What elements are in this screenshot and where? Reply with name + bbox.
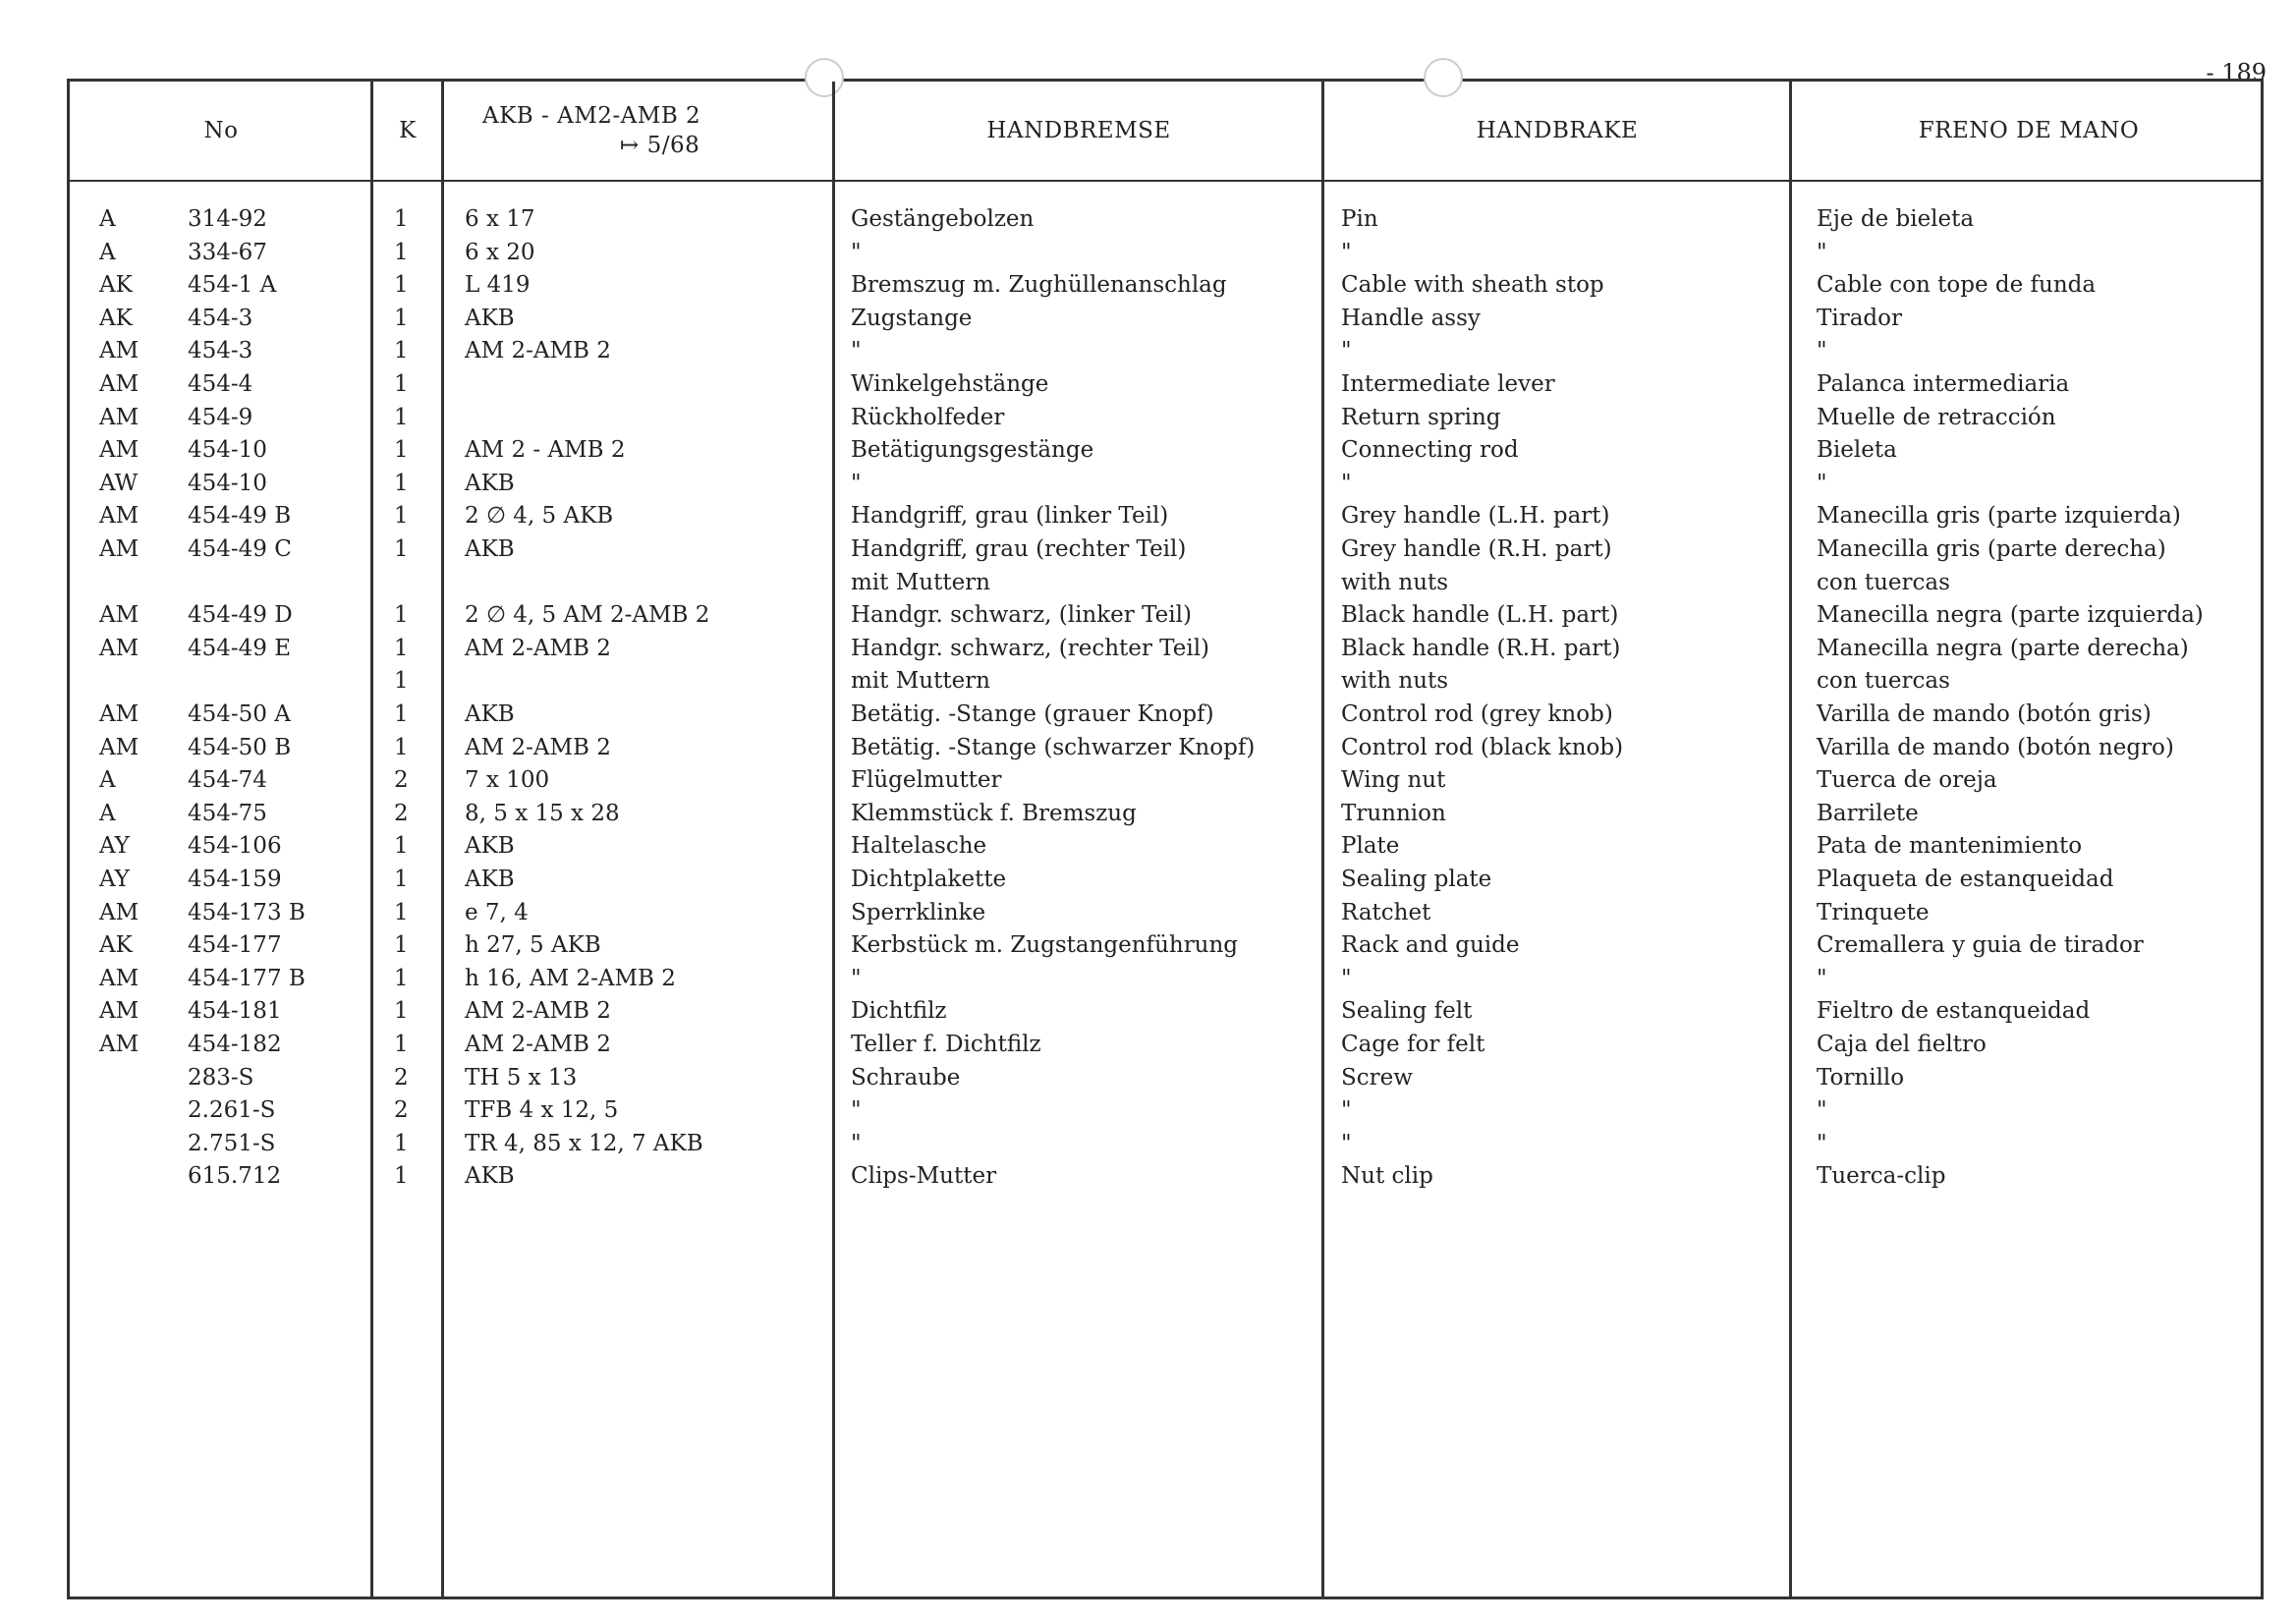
cell-en: Cable with sheath stop xyxy=(1341,272,1604,299)
cell-en: Handle assy xyxy=(1341,305,1481,331)
table-row xyxy=(70,567,2261,599)
table-row xyxy=(70,963,2261,995)
cell-akb: AM 2-AMB 2 xyxy=(465,734,611,760)
cell-en: Wing nut xyxy=(1341,767,1446,794)
cell-es: Caja del fieltro xyxy=(1817,1032,1987,1057)
cell-k: 1 xyxy=(394,305,409,331)
table-row xyxy=(70,269,2261,302)
table-row xyxy=(70,732,2261,764)
cell-pre: AM xyxy=(99,437,140,464)
cell-akb: 2 ∅ 4, 5 AKB xyxy=(465,503,614,530)
cell-es: Barrilete xyxy=(1817,800,1919,826)
cell-akb: AKB xyxy=(465,470,515,496)
cell-de: Gestängebolzen xyxy=(851,206,1035,232)
cell-de: Zugstange xyxy=(851,305,973,331)
cell-pre: AY xyxy=(99,867,130,892)
cell-akb: TFB 4 x 12, 5 xyxy=(465,1097,619,1124)
table-row xyxy=(70,633,2261,665)
cell-de: Clips-Mutter xyxy=(851,1163,997,1190)
cell-pre: AM xyxy=(99,602,140,629)
table-row xyxy=(70,237,2261,269)
cell-k: 1 xyxy=(394,998,409,1025)
table-row xyxy=(70,929,2261,962)
cell-k: 1 xyxy=(394,338,409,364)
cell-pre: AY xyxy=(99,833,130,860)
cell-akb: h 27, 5 AKB xyxy=(465,932,601,959)
cell-akb: 2 ∅ 4, 5 AM 2-AMB 2 xyxy=(465,602,710,629)
cell-k: 1 xyxy=(394,503,409,530)
cell-k: 1 xyxy=(394,734,409,760)
cell-es: Muelle de retracción xyxy=(1817,404,2056,430)
cell-akb: AKB xyxy=(465,1163,515,1190)
cell-en: " xyxy=(1341,965,1352,991)
table-row xyxy=(70,500,2261,532)
cell-akb: h 16, AM 2-AMB 2 xyxy=(465,965,676,991)
cell-no: 454-50 A xyxy=(188,701,291,727)
cell-en: Black handle (L.H. part) xyxy=(1341,602,1619,629)
cell-no: 615.712 xyxy=(188,1163,282,1190)
cell-en: " xyxy=(1341,239,1352,265)
cell-en: Trunnion xyxy=(1341,800,1446,826)
cell-akb: 6 x 20 xyxy=(465,239,535,265)
cell-no: 2.751-S xyxy=(188,1130,276,1156)
cell-en: Control rod (grey knob) xyxy=(1341,701,1613,727)
cell-akb: AM 2-AMB 2 xyxy=(465,1032,611,1057)
cell-k: 1 xyxy=(394,536,409,562)
cell-es: Tornillo xyxy=(1817,1064,1905,1091)
cell-es: " xyxy=(1817,338,1827,364)
cell-akb: AM 2-AMB 2 xyxy=(465,998,611,1025)
cell-de: " xyxy=(851,338,862,364)
parts-table xyxy=(67,79,2264,1599)
cell-akb: TR 4, 85 x 12, 7 AKB xyxy=(465,1130,703,1156)
cell-k: 1 xyxy=(394,635,409,661)
cell-k: 1 xyxy=(394,1130,409,1156)
cell-no: 454-181 xyxy=(188,998,282,1025)
cell-no: 454-182 xyxy=(188,1032,282,1057)
cell-no: 454-159 xyxy=(188,867,282,892)
header-akb-line1: AKB - AM2-AMB 2 xyxy=(482,103,701,129)
cell-pre: A xyxy=(99,800,116,826)
cell-akb: 7 x 100 xyxy=(465,767,550,794)
cell-de: " xyxy=(851,1130,862,1156)
cell-en: " xyxy=(1341,338,1352,364)
cell-es: " xyxy=(1817,965,1827,991)
cell-pre: AM xyxy=(99,404,140,430)
cell-de: Haltelasche xyxy=(851,833,987,860)
cell-es: con tuercas xyxy=(1817,569,1950,595)
cell-pre: A xyxy=(99,767,116,794)
cell-pre: AM xyxy=(99,965,140,991)
cell-no: 454-4 xyxy=(188,371,253,397)
cell-no: 283-S xyxy=(188,1064,254,1091)
cell-akb: AKB xyxy=(465,536,515,562)
cell-de: Sperrklinke xyxy=(851,899,986,925)
cell-no: 454-10 xyxy=(188,470,267,496)
cell-es: " xyxy=(1817,239,1827,265)
table-row xyxy=(70,1160,2261,1193)
cell-de: Teller f. Dichtfilz xyxy=(851,1032,1041,1057)
cell-akb: e 7, 4 xyxy=(465,899,529,925)
table-row xyxy=(70,1062,2261,1094)
cell-es: " xyxy=(1817,1097,1827,1124)
cell-es: Cremallera y guia de tirador xyxy=(1817,932,2144,959)
cell-es: Fieltro de estanqueidad xyxy=(1817,998,2091,1025)
cell-k: 2 xyxy=(394,1097,409,1124)
cell-de: Bremszug m. Zughüllenanschlag xyxy=(851,272,1227,299)
cell-de: Betätig. -Stange (schwarzer Knopf) xyxy=(851,734,1256,760)
cell-de: " xyxy=(851,470,862,496)
cell-k: 1 xyxy=(394,602,409,629)
cell-akb: 8, 5 x 15 x 28 xyxy=(465,800,620,826)
cell-akb: AKB xyxy=(465,701,515,727)
table-row xyxy=(70,995,2261,1028)
cell-pre: AM xyxy=(99,338,140,364)
cell-en: Intermediate lever xyxy=(1341,371,1555,397)
table-row xyxy=(70,533,2261,566)
cell-es: Eje de bieleta xyxy=(1817,206,1975,232)
cell-es: Tuerca de oreja xyxy=(1817,767,1997,794)
header-divider xyxy=(70,180,2261,182)
cell-no: 454-74 xyxy=(188,767,267,794)
cell-en: with nuts xyxy=(1341,668,1449,695)
cell-de: Flügelmutter xyxy=(851,767,1002,794)
cell-k: 1 xyxy=(394,404,409,430)
cell-es: " xyxy=(1817,470,1827,496)
cell-pre: A xyxy=(99,206,116,232)
cell-en: Screw xyxy=(1341,1064,1413,1091)
cell-de: Dichtplakette xyxy=(851,867,1007,892)
cell-en: " xyxy=(1341,470,1352,496)
table-row xyxy=(70,764,2261,797)
cell-pre: AK xyxy=(99,305,133,331)
table-row xyxy=(70,402,2261,434)
table-row xyxy=(70,468,2261,500)
header-no: No xyxy=(203,118,239,143)
cell-en: Sealing felt xyxy=(1341,998,1473,1025)
cell-de: Betätigungsgestänge xyxy=(851,437,1094,464)
cell-es: Palanca intermediaria xyxy=(1817,371,2070,397)
cell-es: Bieleta xyxy=(1817,437,1897,464)
header-en: HANDBRAKE xyxy=(1476,118,1639,143)
cell-akb: AM 2 - AMB 2 xyxy=(465,437,626,464)
cell-es: Pata de mantenimiento xyxy=(1817,833,2083,860)
cell-k: 1 xyxy=(394,470,409,496)
cell-no: 454-1 A xyxy=(188,272,277,299)
header-k: K xyxy=(399,118,417,143)
cell-de: Klemmstück f. Bremszug xyxy=(851,800,1137,826)
cell-de: Dichtfilz xyxy=(851,998,947,1025)
cell-de: Handgriff, grau (linker Teil) xyxy=(851,503,1169,530)
cell-k: 1 xyxy=(394,206,409,232)
cell-akb: AM 2-AMB 2 xyxy=(465,338,611,364)
cell-no: 454-75 xyxy=(188,800,267,826)
cell-no: 454-177 B xyxy=(188,965,306,991)
cell-en: " xyxy=(1341,1097,1352,1124)
cell-no: 454-106 xyxy=(188,833,282,860)
cell-en: Grey handle (L.H. part) xyxy=(1341,503,1610,530)
page-number: - 189 xyxy=(2206,59,2267,86)
cell-k: 1 xyxy=(394,932,409,959)
table-row xyxy=(70,830,2261,863)
cell-no: 454-10 xyxy=(188,437,267,464)
cell-de: Handgr. schwarz, (linker Teil) xyxy=(851,602,1192,629)
cell-k: 1 xyxy=(394,833,409,860)
table-row xyxy=(70,665,2261,698)
cell-de: " xyxy=(851,1097,862,1124)
cell-en: Grey handle (R.H. part) xyxy=(1341,536,1612,562)
cell-no: 454-9 xyxy=(188,404,253,430)
cell-k: 2 xyxy=(394,800,409,826)
cell-pre: AM xyxy=(99,998,140,1025)
cell-de: mit Muttern xyxy=(851,569,990,595)
cell-de: Winkelgehstänge xyxy=(851,371,1049,397)
table-row xyxy=(70,1029,2261,1061)
cell-pre: AW xyxy=(99,470,139,496)
table-row xyxy=(70,1128,2261,1160)
cell-es: Manecilla negra (parte derecha) xyxy=(1817,635,2189,661)
table-row xyxy=(70,203,2261,236)
cell-es: Plaqueta de estanqueidad xyxy=(1817,867,2114,892)
cell-k: 1 xyxy=(394,701,409,727)
cell-pre: AM xyxy=(99,899,140,925)
header-es: FRENO DE MANO xyxy=(1918,118,2140,143)
cell-en: Black handle (R.H. part) xyxy=(1341,635,1621,661)
cell-akb: AKB xyxy=(465,867,515,892)
cell-de: Schraube xyxy=(851,1064,961,1091)
table-row xyxy=(70,303,2261,335)
cell-en: Connecting rod xyxy=(1341,437,1519,464)
cell-k: 1 xyxy=(394,239,409,265)
cell-pre: AM xyxy=(99,635,140,661)
cell-k: 1 xyxy=(394,272,409,299)
cell-es: " xyxy=(1817,1130,1827,1156)
cell-de: Handgriff, grau (rechter Teil) xyxy=(851,536,1187,562)
cell-pre: AM xyxy=(99,371,140,397)
table-row xyxy=(70,897,2261,929)
cell-k: 1 xyxy=(394,668,409,695)
cell-es: Manecilla negra (parte izquierda) xyxy=(1817,602,2204,629)
cell-en: with nuts xyxy=(1341,569,1449,595)
cell-es: Varilla de mando (botón negro) xyxy=(1817,734,2174,760)
cell-k: 1 xyxy=(394,437,409,464)
cell-pre: AM xyxy=(99,701,140,727)
cell-es: Manecilla gris (parte izquierda) xyxy=(1817,503,2181,530)
cell-en: Ratchet xyxy=(1341,899,1431,925)
cell-k: 2 xyxy=(394,1064,409,1091)
cell-es: con tuercas xyxy=(1817,668,1950,695)
cell-en: Plate xyxy=(1341,833,1400,860)
cell-k: 1 xyxy=(394,867,409,892)
cell-es: Trinquete xyxy=(1817,899,1930,925)
cell-akb: 6 x 17 xyxy=(465,206,535,232)
cell-akb: AKB xyxy=(465,833,515,860)
cell-no: 334-67 xyxy=(188,239,267,265)
cell-de: " xyxy=(851,239,862,265)
table-row xyxy=(70,368,2261,401)
cell-akb: AKB xyxy=(465,305,515,331)
cell-en: Nut clip xyxy=(1341,1163,1433,1190)
cell-no: 454-49 B xyxy=(188,503,292,530)
cell-pre: A xyxy=(99,239,116,265)
cell-no: 2.261-S xyxy=(188,1097,276,1124)
cell-k: 1 xyxy=(394,1032,409,1057)
cell-akb: L 419 xyxy=(465,272,531,299)
cell-es: Varilla de mando (botón gris) xyxy=(1817,701,2152,727)
table-row xyxy=(70,1094,2261,1127)
cell-de: mit Muttern xyxy=(851,668,990,695)
table-row xyxy=(70,434,2261,467)
cell-pre: AM xyxy=(99,536,140,562)
cell-k: 1 xyxy=(394,899,409,925)
cell-no: 454-3 xyxy=(188,305,253,331)
table-row xyxy=(70,599,2261,632)
cell-akb: TH 5 x 13 xyxy=(465,1064,578,1091)
table-row xyxy=(70,699,2261,731)
cell-no: 454-50 B xyxy=(188,734,292,760)
cell-no: 454-49 E xyxy=(188,635,292,661)
cell-de: Handgr. schwarz, (rechter Teil) xyxy=(851,635,1210,661)
cell-en: " xyxy=(1341,1130,1352,1156)
cell-pre: AK xyxy=(99,932,133,959)
cell-de: Kerbstück m. Zugstangenführung xyxy=(851,932,1239,959)
cell-akb: AM 2-AMB 2 xyxy=(465,635,611,661)
cell-pre: AM xyxy=(99,1032,140,1057)
table-row xyxy=(70,798,2261,830)
cell-k: 1 xyxy=(394,371,409,397)
cell-k: 2 xyxy=(394,767,409,794)
cell-no: 454-173 B xyxy=(188,899,306,925)
cell-en: Control rod (black knob) xyxy=(1341,734,1624,760)
table-row xyxy=(70,864,2261,896)
cell-en: Pin xyxy=(1341,206,1378,232)
cell-de: " xyxy=(851,965,862,991)
header-akb-line2: ↦ 5/68 xyxy=(620,133,700,158)
cell-en: Return spring xyxy=(1341,404,1501,430)
cell-no: 314-92 xyxy=(188,206,267,232)
cell-en: Rack and guide xyxy=(1341,932,1520,959)
cell-no: 454-49 D xyxy=(188,602,293,629)
header-akb xyxy=(443,82,834,180)
cell-de: Rückholfeder xyxy=(851,404,1005,430)
cell-pre: AM xyxy=(99,734,140,760)
cell-en: Cage for felt xyxy=(1341,1032,1485,1057)
table-row xyxy=(70,335,2261,367)
header-de: HANDBREMSE xyxy=(986,118,1171,143)
cell-pre: AM xyxy=(99,503,140,530)
cell-es: Tuerca-clip xyxy=(1817,1163,1946,1190)
cell-en: Sealing plate xyxy=(1341,867,1492,892)
cell-k: 1 xyxy=(394,1163,409,1190)
cell-no: 454-49 C xyxy=(188,536,292,562)
cell-de: Betätig. -Stange (grauer Knopf) xyxy=(851,701,1214,727)
cell-es: Tirador xyxy=(1817,305,1902,331)
cell-es: Cable con tope de funda xyxy=(1817,272,2097,299)
cell-pre: AK xyxy=(99,272,133,299)
cell-no: 454-177 xyxy=(188,932,282,959)
cell-no: 454-3 xyxy=(188,338,253,364)
cell-k: 1 xyxy=(394,965,409,991)
cell-es: Manecilla gris (parte derecha) xyxy=(1817,536,2166,562)
